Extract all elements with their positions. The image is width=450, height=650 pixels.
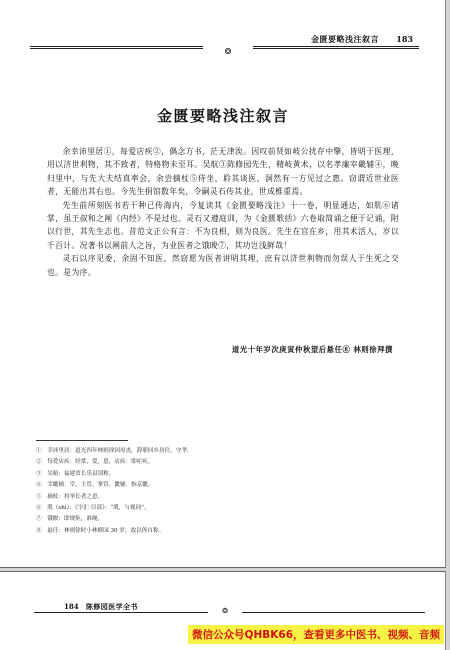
running-title: 金匮要略浅注叙言 — [311, 34, 379, 44]
footnote: ⑦ 饿晙：即规矩，准绳。 — [36, 516, 104, 523]
footnote: ⑧ 悬任：林则徐时小林修园 30 岁，故以侄自称。 — [36, 527, 165, 534]
footnote: ① 幸沛里居：道光四年林则徐因母丧，辞职回乡居住，守孝。 — [36, 448, 193, 454]
preface-body — [47, 145, 399, 279]
signature-line: 道光十年岁次庚寅仲秋望后悬任⑧ 林则徐拜撰 — [231, 345, 393, 354]
emblem-icon: ❂ — [203, 39, 253, 53]
footnote: ⑥ 肌（shì）：《字汇·目部》：“肌，与视同”。 — [36, 505, 150, 512]
running-header — [30, 34, 419, 56]
footnote: ② 每爱店疾：经常，爱，患，店疾：即疟疾。 — [36, 459, 154, 466]
footnote-divider — [36, 440, 128, 441]
page-title: 金匮要略浅注叙言 — [156, 107, 289, 125]
paragraph: 余幸沛里居①，每爱店疾②，偶念方书，茫无津涘。因叹前贤如岐公扰存中擎，皆明于医理，用以济世利物，其不致者，特格物未至耳。吴航③陈修园先生，精岐黄术，以名孝廉宰畿辅④，晚归里中，与先大夫结真率会，余尝摘杖⑤侍坐，聆其谈医，洞然有一方见过之惠。窃谓近世业医者，无能出其右也。今先生捐馆数年矣，令嗣灵石传其业，世成椎重焉。 — [47, 147, 399, 197]
footnote: ③ 吴航：福建省长乐县别称。 — [36, 470, 115, 477]
paragraph: 先生前所刻医书若干种已传海内，今复读其《金匮要略浅注》十一卷，明显通达，如肌⑥诸掌，虽王叔和之阐《内经》不是过也。灵石又遵庭训，为《金匮歌括》六卷取简诵之便于记诵，附以行世，其先生志也。昔范文正公有言：不为良相，则为良医。先生在官在乡，用其术活人，岁以千百计。况著书以阐前人之旨，为业医者之饿晙⑦，其功岂浅鲜哉！ — [47, 200, 399, 250]
page-number: 184 — [64, 602, 79, 611]
paragraph: 灵石以序见委，余固不知医，然窃愿为医者讲明其理，庶有以济世利物而勿误人于生死之交也。是为序。 — [47, 254, 399, 277]
footnote: ⑤ 摘杖：持举长者之意。 — [36, 493, 104, 500]
page-number: 183 — [396, 34, 413, 44]
footnote: ④ 宰畿辅：宰，主管。掌管。畿辅：指京畿。 — [36, 482, 154, 489]
running-title: 陈修园医学全书 — [86, 602, 138, 611]
emblem-icon: ❂ — [208, 605, 242, 617]
footnotes — [36, 446, 396, 537]
watermark-banner: 微信公众号QHBK66，查看更多中医书、视频、音频 — [188, 625, 444, 644]
